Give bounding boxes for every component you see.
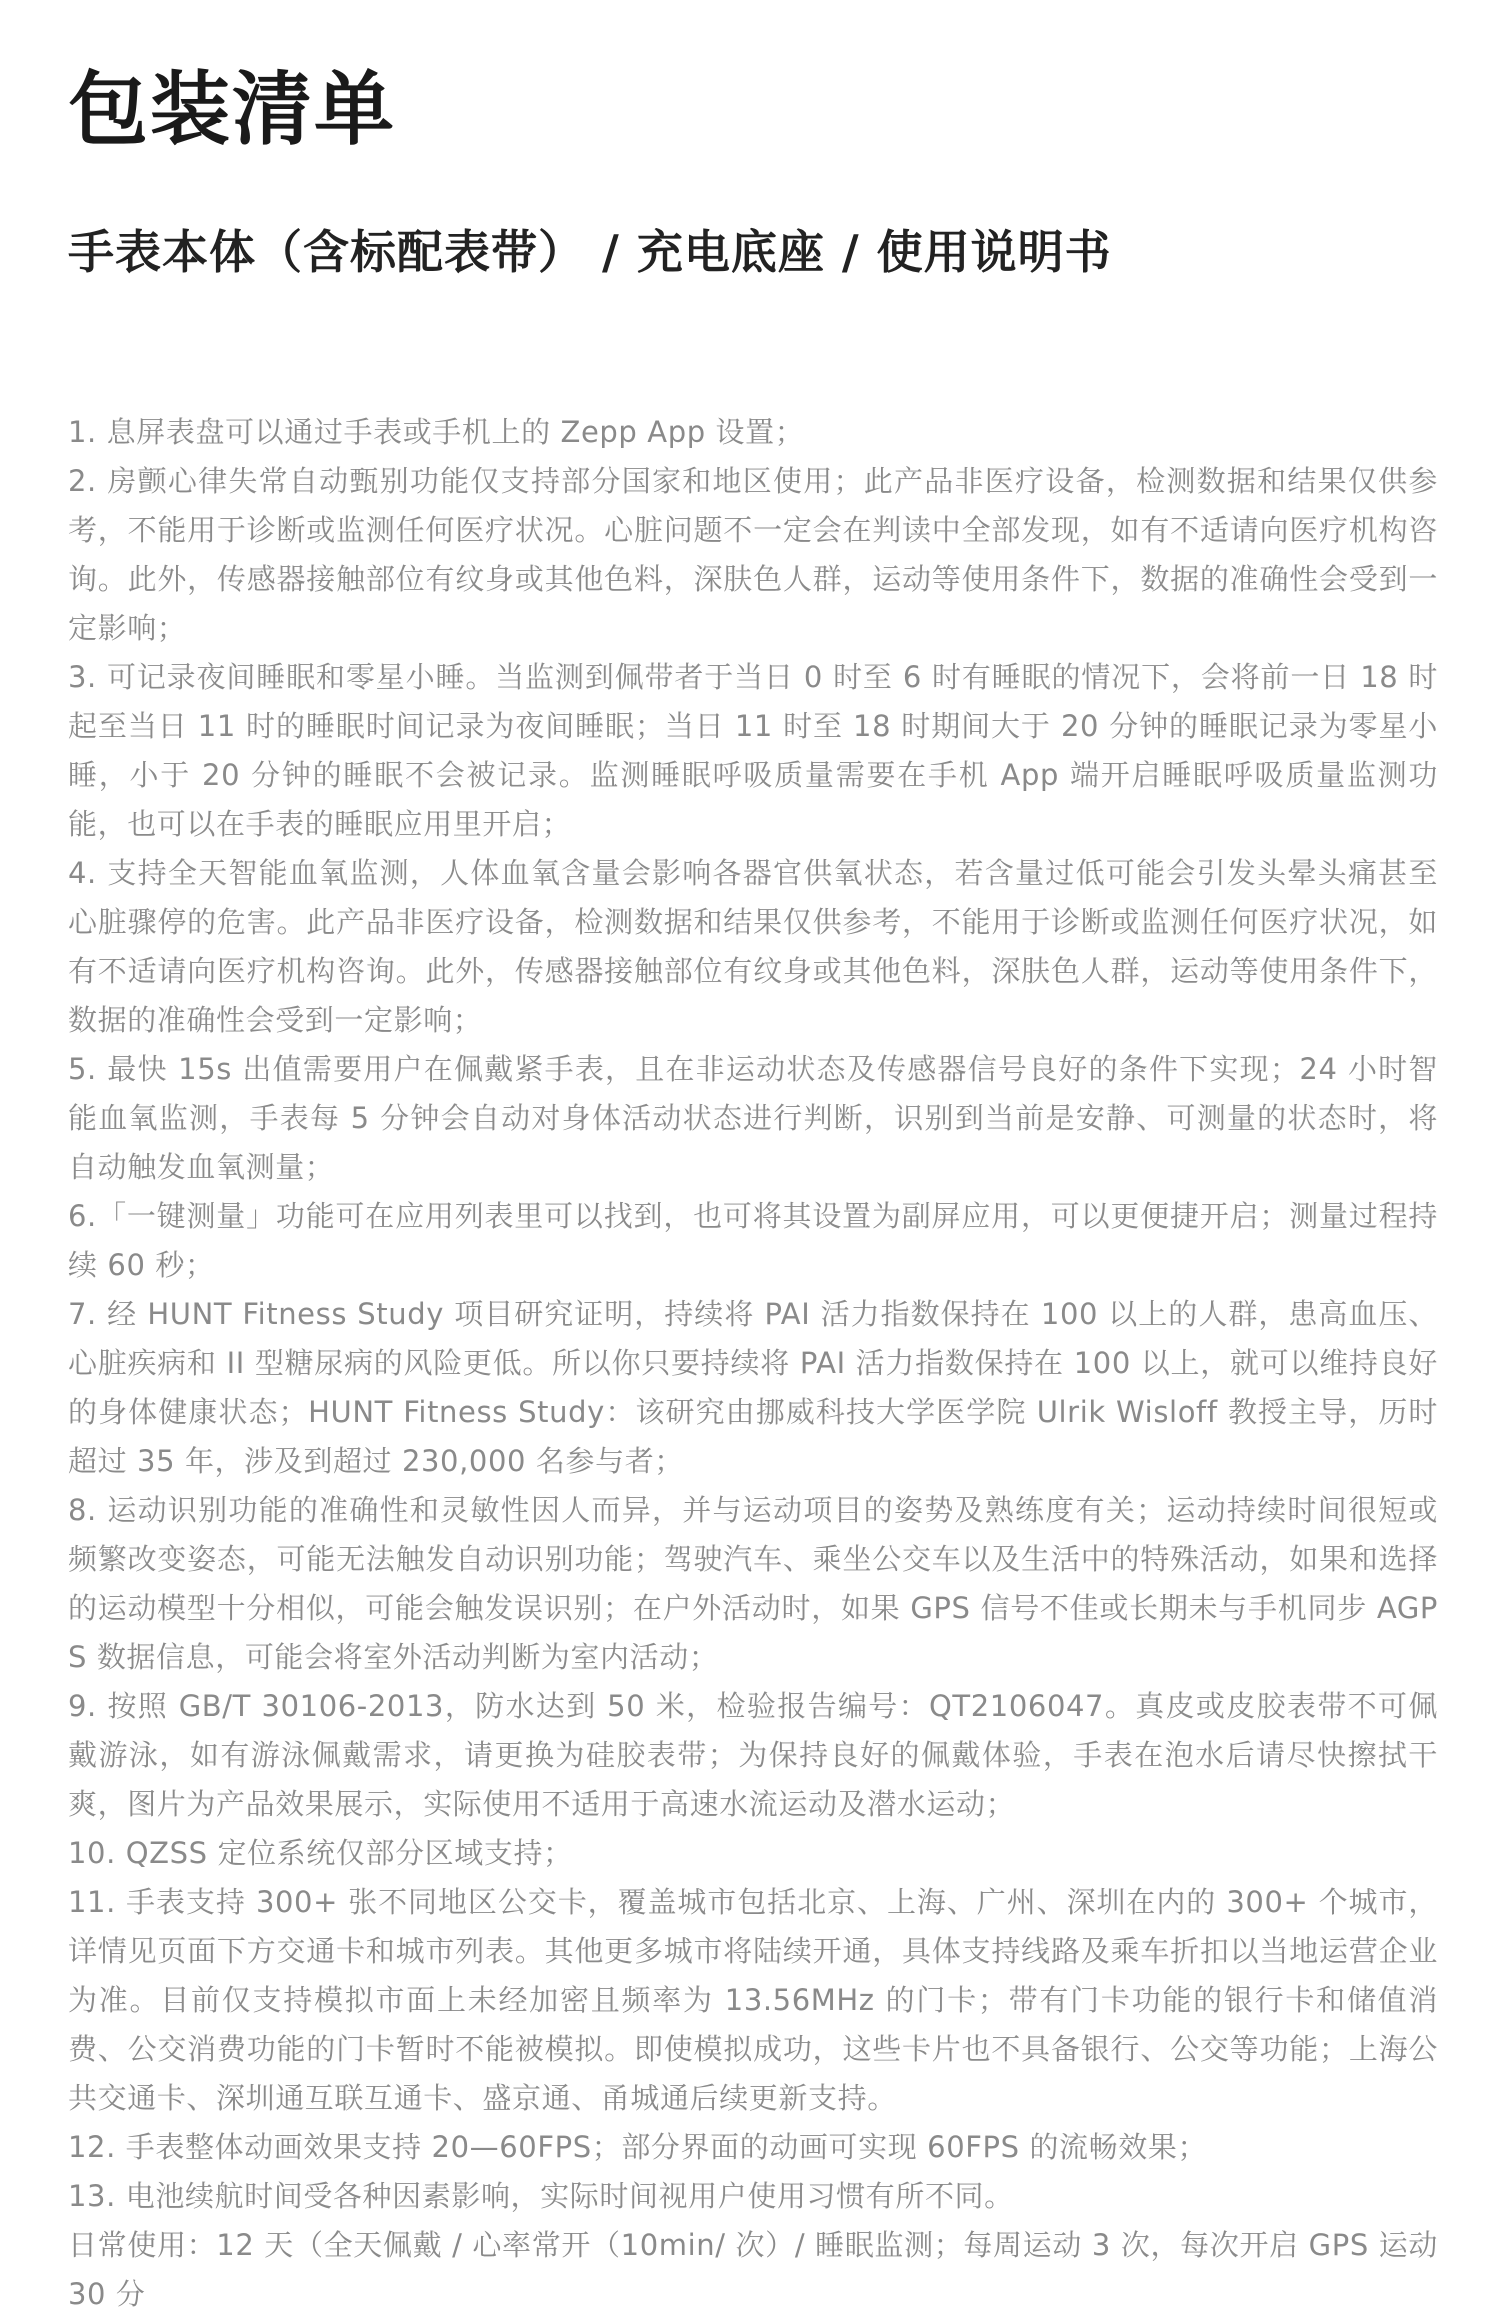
footnotes: [68, 408, 1438, 2319]
footnote-9: 9. 按照 GB/T 30106-2013，防水达到 50 米，检验报告编号：QT2106047。真皮或皮胶表带不可佩戴游泳，如有游泳佩戴需求，请更换为硅胶表带；为保持良好的佩戴体验，手表在泡水后请尽快擦拭干爽，图片为产品效果展示，实际使用不适用于高速水流运动及潜水运动；: [68, 1689, 1438, 1821]
packing-list-page: [68, 0, 1438, 2319]
footnote-10: 10. QZSS 定位系统仅部分区域支持；: [68, 1836, 573, 1870]
footnote-5: 5. 最快 15s 出值需要用户在佩戴紧手表，且在非运动状态及传感器信号良好的条件下实现；24 小时智能血氧监测，手表每 5 分钟会自动对身体活动状态进行判断，识别到当前是安静、可测量的状态时，将自动触发血氧测量；: [68, 1052, 1438, 1184]
footnote-2: 2. 房颤心律失常自动甄别功能仅支持部分国家和地区使用；此产品非医疗设备，检测数据和结果仅供参考，不能用于诊断或监测任何医疗状况。心脏问题不一定会在判读中全部发现，如有不适请向医疗机构咨询。此外，传感器接触部位有纹身或其他色料，深肤色人群，运动等使用条件下，数据的准确性会受到一定影响；: [68, 464, 1438, 645]
footnote-4: 4. 支持全天智能血氧监测，人体血氧含量会影响各器官供氧状态，若含量过低可能会引发头晕头痛甚至心脏骤停的危害。此产品非医疗设备，检测数据和结果仅供参考，不能用于诊断或监测任何医疗状况，如有不适请向医疗机构咨询。此外，传感器接触部位有纹身或其他色料，深肤色人群，运动等使用条件下，数据的准确性会受到一定影响；: [68, 856, 1438, 1037]
footnote-13: 13. 电池续航时间受各种因素影响，实际时间视用户使用习惯有所不同。: [68, 2179, 1014, 2213]
page-title: 包装清单: [68, 63, 396, 156]
footnote-1: 1. 息屏表盘可以通过手表或手机上的 Zepp App 设置；: [68, 415, 805, 449]
footnote-7: 7. 经 HUNT Fitness Study 项目研究证明，持续将 PAI 活力指数保持在 100 以上的人群，患高血压、心脏疾病和 II 型糖尿病的风险更低。所以你只要持续将 PAI 活力指数保持在 100 以上，就可以维持良好的身体健康状态；HUNT Fitness Study：该研究由挪威科技大学医学院 Ulrik Wisloff 教授主导，历时超过 35 年，涉及到超过 230,000 名参与者；: [68, 1297, 1438, 1478]
footnote-6: 6.「一键测量」功能可在应用列表里可以找到，也可将其设置为副屏应用，可以更便捷开启；测量过程持续 60 秒；: [68, 1199, 1438, 1282]
footnote-11: 11. 手表支持 300+ 张不同地区公交卡，覆盖城市包括北京、上海、广州、深圳在内的 300+ 个城市，详情见页面下方交通卡和城市列表。其他更多城市将陆续开通，具体支持线路及乘车折扣以当地运营企业为准。目前仅支持模拟市面上未经加密且频率为 13.56MHz 的门卡；带有门卡功能的银行卡和储值消费、公交消费功能的门卡暂时不能被模拟。即使模拟成功，这些卡片也不具备银行、公交等功能；上海公共交通卡、深圳通互联互通卡、盛京通、甬城通后续更新支持。: [68, 1885, 1438, 2115]
footnote-8: 8. 运动识别功能的准确性和灵敏性因人而异，并与运动项目的姿势及熟练度有关；运动持续时间很短或频繁改变姿态，可能无法触发自动识别功能；驾驶汽车、乘坐公交车以及生活中的特殊活动，如果和选择的运动模型十分相似，可能会触发误识别；在户外活动时，如果 GPS 信号不佳或长期未与手机同步 AGPS 数据信息，可能会将室外活动判断为室内活动；: [68, 1493, 1438, 1674]
footnote-12: 12. 手表整体动画效果支持 20—60FPS；部分界面的动画可实现 60FPS 的流畅效果；: [68, 2130, 1208, 2164]
footnote-3: 3. 可记录夜间睡眠和零星小睡。当监测到佩带者于当日 0 时至 6 时有睡眠的情况下，会将前一日 18 时起至当日 11 时的睡眠时间记录为夜间睡眠；当日 11 时至 18 时期间大于 20 分钟的睡眠记录为零星小睡，小于 20 分钟的睡眠不会被记录。监测睡眠呼吸质量需要在手机 App 端开启睡眠呼吸质量监测功能，也可以在手表的睡眠应用里开启；: [68, 660, 1438, 841]
battery-daily-use-note: 日常使用：12 天（全天佩戴 / 心率常开（10min/ 次）/ 睡眠监测；每周运动 3 次，每次开启 GPS 运动 30 分: [68, 2228, 1438, 2311]
package-contents: 手表本体（含标配表带） / 充电底座 / 使用说明书: [68, 225, 1112, 279]
